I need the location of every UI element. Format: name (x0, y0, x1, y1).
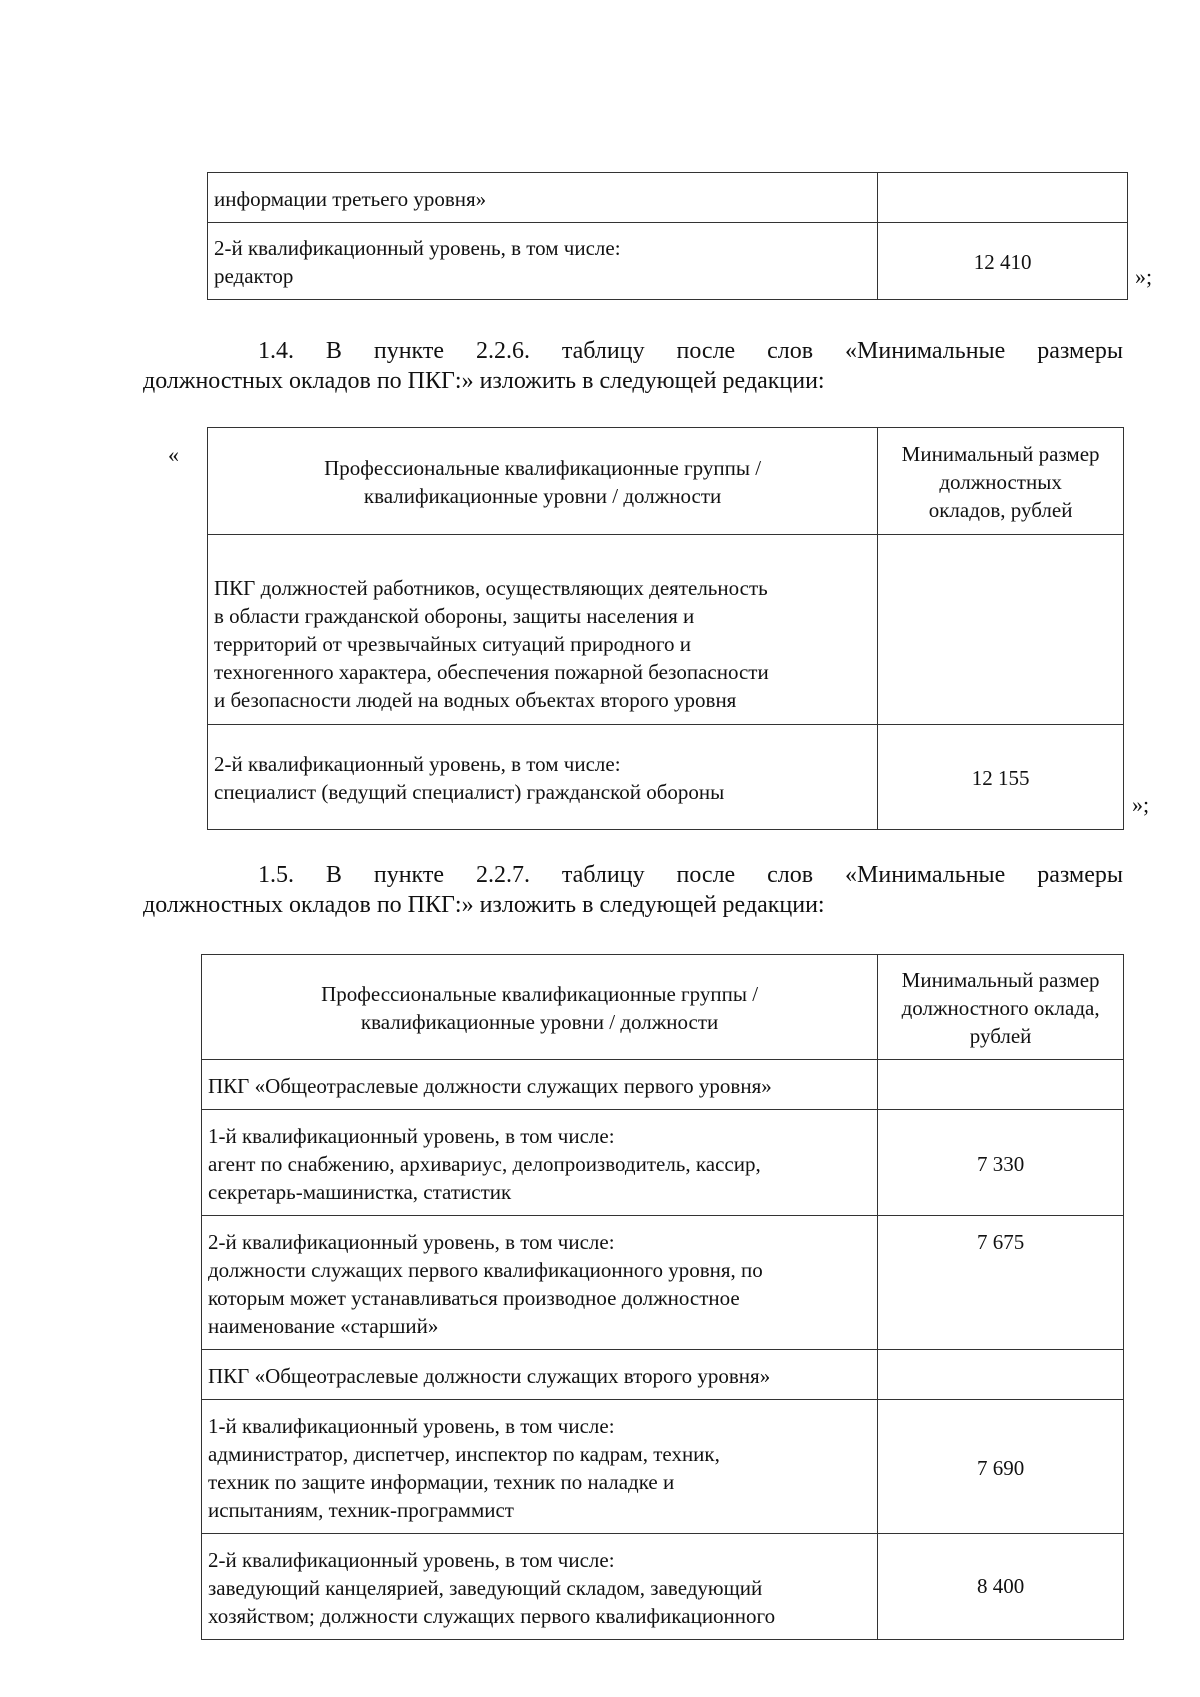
table-row (202, 1216, 1124, 1350)
salary-cell (878, 1060, 1124, 1110)
closing-quote-mark: »; (1135, 264, 1153, 289)
position-cell (202, 1534, 878, 1640)
paragraph-line: 1.5. В пункте 2.2.7. таблицу после слов «Минимальные размеры (258, 862, 1123, 888)
cell-line: 2-й квалификационный уровень, в том числе: (208, 1229, 615, 1254)
header-line: должностных (939, 470, 1062, 494)
header-positions (208, 428, 878, 535)
table-row (202, 1110, 1124, 1216)
table-general-positions (201, 954, 1124, 1640)
cell-line: 2-й квалификационный уровень, в том числе: (208, 1547, 615, 1572)
salary-cell (878, 1350, 1124, 1400)
table-header-row (202, 955, 1124, 1060)
position-cell (208, 725, 878, 830)
position-cell (202, 1400, 878, 1534)
cell-line: в области гражданской обороны, защиты населения и (214, 603, 695, 628)
group-cell (202, 1060, 878, 1110)
header-line: Профессиональные квалификационные группы / (324, 456, 762, 480)
cell-line: и безопасности людей на водных объектах второго уровня (214, 687, 737, 712)
cell-line: редактор (214, 264, 294, 288)
paragraph-line: должностных окладов по ПКГ:» изложить в следующей редакции: (143, 368, 825, 394)
salary-cell: 7 330 (878, 1110, 1124, 1216)
header-salary (878, 428, 1124, 535)
table-row (202, 1350, 1124, 1400)
table-row (208, 535, 1124, 725)
cell-line: заведующий канцелярией, заведующий складом, заведующий (208, 1575, 763, 1600)
paragraph-line: 1.4. В пункте 2.2.6. таблицу после слов «Минимальные размеры (258, 338, 1123, 364)
opening-quote-mark: « (168, 442, 179, 467)
position-cell (208, 223, 878, 300)
header-line: должностного оклада, (901, 996, 1100, 1020)
header-line: рублей (969, 1024, 1032, 1048)
cell-line: ПКГ «Общеотраслевые должности служащих первого уровня» (208, 1073, 772, 1098)
cell-line: техногенного характера, обеспечения пожарной безопасности (214, 659, 769, 684)
salary-cell: 7 690 (878, 1400, 1124, 1534)
table-row (202, 1534, 1124, 1640)
table-row (208, 223, 1128, 300)
salary-cell: 7 675 (878, 1216, 1124, 1350)
header-line: Профессиональные квалификационные группы / (321, 982, 759, 1006)
cell-line: 1-й квалификационный уровень, в том числе: (208, 1123, 615, 1148)
salary-cell: 12 155 (878, 725, 1124, 830)
salary-cell (878, 535, 1124, 725)
closing-quote-mark: »; (1132, 792, 1150, 817)
paragraph-1-5 (143, 860, 1123, 920)
salary-cell (878, 173, 1128, 223)
header-positions (202, 955, 878, 1060)
table-row (208, 725, 1124, 830)
cell-line: должности служащих первого квалификационного уровня, по (208, 1257, 763, 1282)
position-cell (208, 173, 878, 223)
cell-line: 1-й квалификационный уровень, в том числе: (208, 1413, 615, 1438)
paragraph-1-4 (143, 336, 1123, 396)
table-civil-defense (207, 427, 1124, 830)
cell-line: испытаниям, техник-программист (208, 1497, 514, 1522)
header-line: Минимальный размер (901, 968, 1100, 992)
header-line: квалификационные уровни / должности (360, 1010, 719, 1034)
header-line: квалификационные уровни / должности (363, 484, 722, 508)
cell-line: ПКГ «Общеотраслевые должности служащих второго уровня» (208, 1363, 771, 1388)
table-header-row (208, 428, 1124, 535)
position-cell (208, 535, 878, 725)
table-grade-continuation (207, 172, 1128, 300)
salary-cell: 8 400 (878, 1534, 1124, 1640)
paragraph-line: должностных окладов по ПКГ:» изложить в следующей редакции: (143, 892, 825, 918)
table-row (202, 1060, 1124, 1110)
position-cell (202, 1110, 878, 1216)
cell-line: которым может устанавливаться производное должностное (208, 1285, 740, 1310)
cell-line: техник по защите информации, техник по наладке и (208, 1469, 675, 1494)
cell-line: информации третьего уровня» (214, 186, 487, 211)
cell-line: специалист (ведущий специалист) гражданской обороны (214, 780, 725, 804)
table-row (202, 1400, 1124, 1534)
table-row (208, 173, 1128, 223)
cell-line: ПКГ должностей работников, осуществляющих деятельность (214, 575, 768, 600)
header-salary (878, 955, 1124, 1060)
cell-line: агент по снабжению, архивариус, делопроизводитель, кассир, (208, 1151, 761, 1176)
header-line: окладов, рублей (928, 498, 1073, 522)
cell-line: хозяйством; должности служащих первого квалификационного (208, 1603, 776, 1628)
cell-line: наименование «старший» (208, 1313, 439, 1338)
cell-line: 2-й квалификационный уровень, в том числе: (214, 236, 621, 260)
cell-line: администратор, диспетчер, инспектор по кадрам, техник, (208, 1441, 720, 1466)
salary-cell: 12 410 (878, 223, 1128, 300)
group-cell (202, 1350, 878, 1400)
position-cell (202, 1216, 878, 1350)
cell-line: секретарь-машинистка, статистик (208, 1179, 512, 1204)
cell-line: территорий от чрезвычайных ситуаций природного и (214, 631, 692, 656)
cell-line: 2-й квалификационный уровень, в том числе: (214, 752, 621, 776)
header-line: Минимальный размер (901, 442, 1100, 466)
